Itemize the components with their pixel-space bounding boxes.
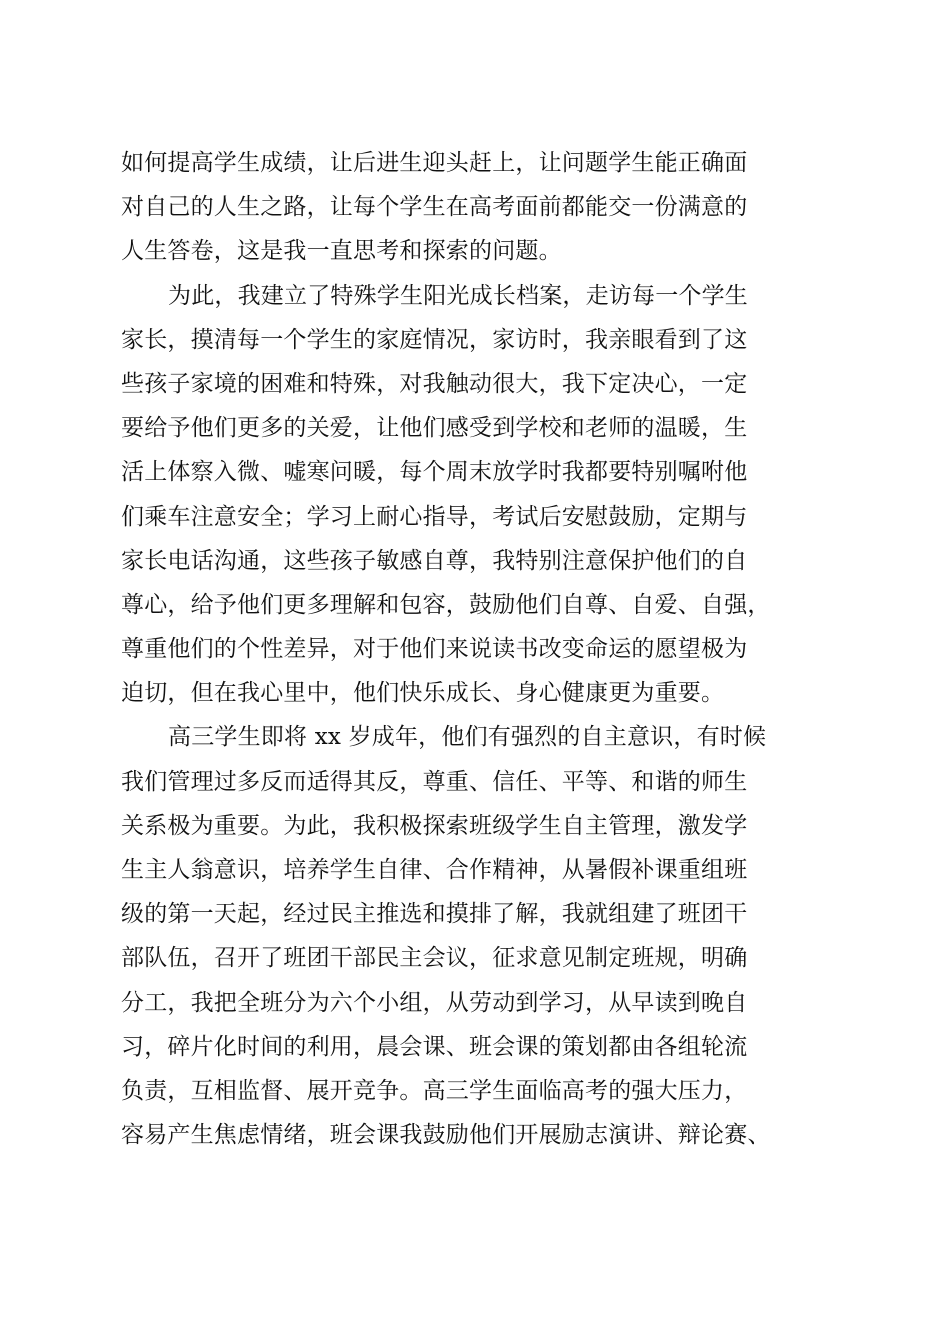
text-line: 负责，互相监督、展开竞争。高三学生面临高考的强大压力，	[121, 1077, 748, 1104]
text-line: 我们管理过多反而适得其反，尊重、信任、平等、和谐的师生	[121, 768, 748, 795]
text-line: 部队伍，召开了班团干部民主会议，征求意见制定班规，明确	[121, 945, 748, 972]
paragraph-start-line: 高三学生即将 xx 岁成年，他们有强烈的自主意识，有时候	[168, 724, 767, 751]
text-line: 如何提高学生成绩，让后进生迎头赶上，让问题学生能正确面	[121, 150, 748, 176]
text-line: 尊心，给予他们更多理解和包容，鼓励他们自尊、自爱、自强，	[121, 591, 771, 618]
text-line: 容易产生焦虑情绪，班会课我鼓励他们开展励志演讲、辩论赛、	[121, 1122, 771, 1149]
body-text	[121, 141, 841, 1157]
text-line: 关系极为重要。为此，我积极探索班级学生自主管理，激发学	[121, 812, 748, 839]
text-line: 级的第一天起，经过民主推选和摸排了解，我就组建了班团干	[121, 901, 748, 928]
text-line: 对自己的人生之路，让每个学生在高考面前都能交一份满意的	[121, 194, 748, 221]
text-line: 分工，我把全班分为六个小组，从劳动到学习，从早读到晚自	[121, 989, 748, 1016]
paragraph-start-line: 为此，我建立了特殊学生阳光成长档案，走访每一个学生	[168, 282, 748, 309]
text-line: 些孩子家境的困难和特殊，对我触动很大，我下定决心，一定	[121, 370, 748, 397]
text-line: 习，碎片化时间的利用，晨会课、班会课的策划都由各组轮流	[121, 1033, 748, 1060]
text-line: 尊重他们的个性差异，对于他们来说读书改变命运的愿望极为	[121, 636, 748, 663]
text-line: 人生答卷，这是我一直思考和探索的问题。	[121, 238, 562, 265]
text-line: 迫切，但在我心里中，他们快乐成长、身心健康更为重要。	[121, 680, 725, 707]
text-line: 家长，摸清每一个学生的家庭情况，家访时，我亲眼看到了这	[121, 326, 748, 353]
text-line: 要给予他们更多的关爱，让他们感受到学校和老师的温暖，生	[121, 415, 748, 442]
text-line: 家长电话沟通，这些孩子敏感自尊，我特别注意保护他们的自	[121, 547, 748, 574]
text-line: 们乘车注意安全；学习上耐心指导，考试后安慰鼓励，定期与	[121, 503, 748, 530]
text-line: 生主人翁意识，培养学生自律、合作精神，从暑假补课重组班	[121, 857, 748, 883]
text-line: 活上体察入微、嘘寒问暖，每个周末放学时我都要特别嘱咐他	[121, 459, 748, 486]
